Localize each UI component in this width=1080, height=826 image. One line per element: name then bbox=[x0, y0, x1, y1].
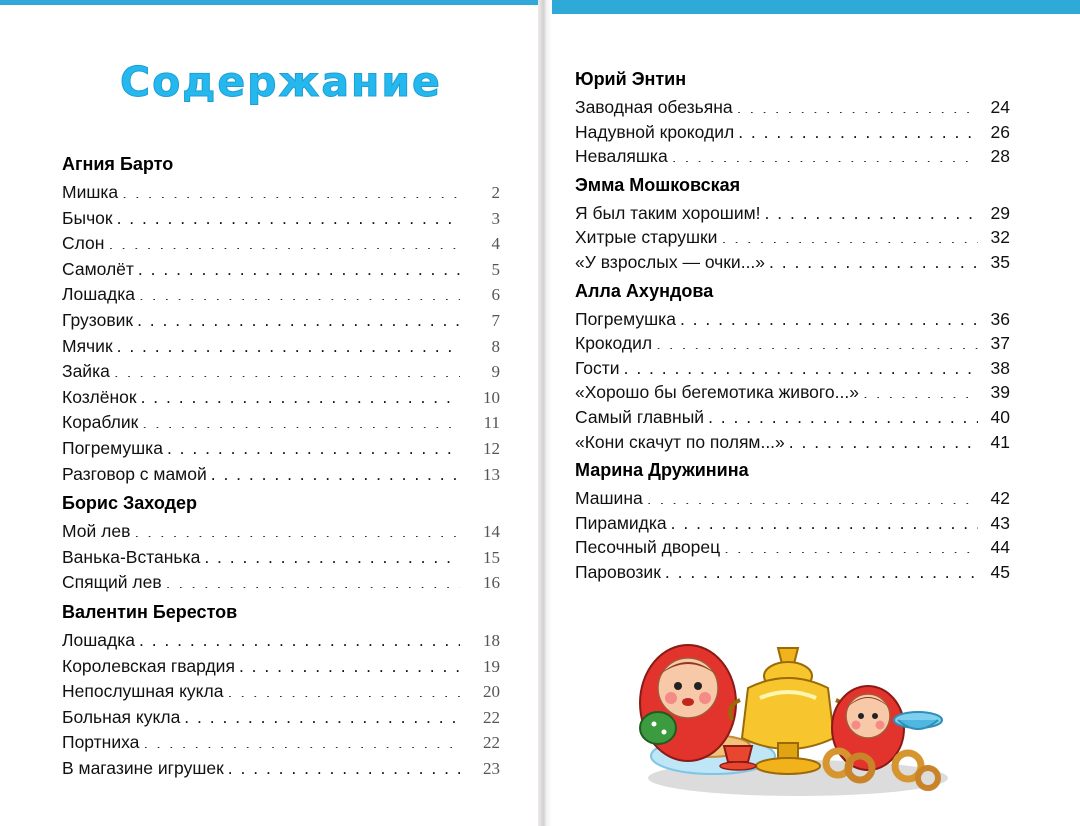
entry-page-number: 35 bbox=[990, 251, 1010, 272]
entry-page-number: 37 bbox=[990, 333, 1010, 354]
dot-leader bbox=[789, 430, 978, 448]
entry-page-number: 43 bbox=[990, 512, 1010, 533]
dot-leader bbox=[708, 405, 978, 423]
entry-title: Паровозик bbox=[575, 561, 661, 582]
entry-page-number: 44 bbox=[990, 537, 1010, 558]
entry-title: Лошадка bbox=[62, 629, 135, 650]
toc-entry bbox=[575, 560, 1010, 585]
dot-leader bbox=[769, 250, 978, 268]
entry-title: Самый главный bbox=[575, 406, 705, 427]
toc-entry bbox=[575, 535, 1010, 560]
entry-title: Самолёт bbox=[62, 258, 134, 279]
dot-leader bbox=[184, 705, 460, 723]
dot-leader bbox=[117, 334, 460, 352]
toc-entry bbox=[62, 410, 500, 436]
entry-title: Песочный дворец bbox=[575, 537, 721, 558]
toc-entry bbox=[575, 144, 1010, 169]
toc-entry bbox=[62, 545, 500, 571]
dot-leader bbox=[138, 257, 460, 275]
toc-entry bbox=[575, 356, 1010, 381]
dot-leader bbox=[122, 181, 460, 199]
entry-page-number: 5 bbox=[491, 259, 500, 279]
dot-leader bbox=[721, 226, 978, 244]
toc-entry bbox=[62, 628, 500, 654]
entry-title: Мишка bbox=[62, 182, 119, 202]
dot-leader bbox=[141, 385, 460, 403]
entry-title: Хитрые старушки bbox=[575, 227, 718, 248]
toc-entry bbox=[62, 308, 500, 334]
entry-title: Пирамидка bbox=[575, 512, 667, 533]
dot-leader bbox=[665, 560, 978, 578]
toc-entry bbox=[62, 679, 500, 705]
toc-entry bbox=[575, 511, 1010, 536]
page-title: Содержание bbox=[120, 58, 442, 106]
entry-page-number: 36 bbox=[990, 308, 1010, 329]
toc-entry bbox=[62, 282, 500, 308]
book-spine bbox=[538, 0, 552, 826]
toc-entry bbox=[575, 430, 1010, 455]
entry-page-number: 42 bbox=[990, 488, 1010, 509]
toc-entry bbox=[575, 250, 1010, 275]
entry-page-number: 15 bbox=[483, 547, 500, 567]
entry-page-number: 14 bbox=[483, 522, 500, 542]
dot-leader bbox=[167, 436, 460, 454]
entry-title: Грузовик bbox=[62, 309, 134, 330]
entry-title: Больная кукла bbox=[62, 706, 181, 727]
entry-page-number: 16 bbox=[483, 573, 500, 593]
entry-page-number: 39 bbox=[990, 382, 1010, 403]
dot-leader bbox=[656, 332, 978, 350]
entry-title: Лошадка bbox=[62, 284, 135, 305]
toc-entry bbox=[62, 570, 500, 596]
toc-right-column bbox=[575, 68, 1010, 585]
entry-page-number: 20 bbox=[483, 682, 500, 702]
entry-title: Погремушка bbox=[62, 437, 163, 458]
entry-page-number: 6 bbox=[491, 285, 500, 305]
entry-page-number: 22 bbox=[483, 707, 500, 727]
toc-entry bbox=[575, 95, 1010, 120]
dot-leader bbox=[139, 283, 460, 301]
entry-title: Мой лев bbox=[62, 521, 131, 542]
entry-title: Крокодил bbox=[575, 333, 653, 354]
entry-page-number: 3 bbox=[491, 208, 500, 228]
dot-leader bbox=[672, 145, 978, 163]
entry-title: Козлёнок bbox=[62, 386, 137, 407]
toc-entry bbox=[62, 257, 500, 283]
dot-leader bbox=[647, 487, 978, 505]
entry-title: Неваляшка bbox=[575, 146, 668, 167]
entry-title: «Хорошо бы бегемотика живого...» bbox=[575, 382, 859, 403]
toc-entry bbox=[62, 654, 500, 680]
entry-page-number: 13 bbox=[483, 464, 500, 484]
entry-page-number: 9 bbox=[491, 362, 500, 382]
entry-title: Непослушная кукла bbox=[62, 681, 224, 702]
entry-page-number: 18 bbox=[483, 630, 500, 650]
toc-entry bbox=[575, 486, 1010, 511]
toc-entry bbox=[575, 331, 1010, 356]
toc-left-column bbox=[62, 153, 500, 781]
dot-leader bbox=[765, 201, 978, 219]
toc-entry bbox=[62, 436, 500, 462]
toc-entry bbox=[62, 334, 500, 360]
entry-page-number: 23 bbox=[483, 758, 500, 778]
entry-title: Я был таким хорошим! bbox=[575, 202, 761, 223]
toc-entry bbox=[62, 462, 500, 488]
entry-page-number: 19 bbox=[483, 656, 500, 676]
toc-entry bbox=[62, 756, 500, 782]
toc-entry bbox=[62, 359, 500, 385]
entry-page-number: 12 bbox=[483, 438, 500, 458]
dot-leader bbox=[114, 360, 460, 378]
dot-leader bbox=[143, 731, 460, 749]
dot-leader bbox=[137, 308, 460, 326]
entry-page-number: 32 bbox=[990, 227, 1010, 248]
entry-page-number: 8 bbox=[491, 336, 500, 356]
left-page bbox=[62, 0, 500, 826]
dot-leader bbox=[228, 756, 460, 774]
entry-title: Мячик bbox=[62, 335, 113, 356]
toc-entry bbox=[62, 705, 500, 731]
dot-leader bbox=[139, 628, 460, 646]
dot-leader bbox=[680, 307, 978, 325]
entry-title: Гости bbox=[575, 357, 620, 378]
dot-leader bbox=[227, 680, 460, 698]
matryoshka-tea-party-illustration bbox=[628, 628, 950, 806]
toc-entry bbox=[62, 519, 500, 545]
entry-page-number: 40 bbox=[990, 406, 1010, 427]
entry-title: Погремушка bbox=[575, 308, 676, 329]
entry-title: Портниха bbox=[62, 732, 140, 753]
dot-leader bbox=[624, 356, 978, 374]
dot-leader bbox=[738, 120, 978, 138]
dot-leader bbox=[108, 232, 460, 250]
author-heading: Юрий Энтин bbox=[575, 69, 687, 89]
entry-title: Заводная обезьяна bbox=[575, 97, 733, 117]
entry-title: Разговор с мамой bbox=[62, 463, 207, 484]
toc-entry bbox=[62, 385, 500, 411]
entry-page-number: 41 bbox=[990, 431, 1010, 452]
toc-entry bbox=[575, 307, 1010, 332]
entry-page-number: 10 bbox=[483, 387, 500, 407]
author-heading: Борис Заходер bbox=[62, 493, 198, 514]
entry-title: Слон bbox=[62, 233, 105, 254]
dot-leader bbox=[737, 96, 978, 114]
dot-leader bbox=[117, 206, 460, 224]
author-heading: Эмма Мошковская bbox=[575, 174, 741, 195]
dot-leader bbox=[863, 381, 978, 399]
entry-page-number: 26 bbox=[990, 121, 1010, 142]
toc-entry bbox=[62, 180, 500, 206]
author-heading: Агния Барто bbox=[62, 154, 174, 174]
toc-entry bbox=[62, 231, 500, 257]
toc-entry bbox=[62, 730, 500, 756]
entry-title: В магазине игрушек bbox=[62, 757, 224, 778]
entry-title: Королевская гвардия bbox=[62, 655, 235, 676]
author-heading: Марина Дружинина bbox=[575, 460, 749, 481]
toc-entry bbox=[62, 206, 500, 232]
entry-page-number: 45 bbox=[990, 561, 1010, 582]
entry-page-number: 28 bbox=[990, 146, 1010, 167]
toc-entry bbox=[575, 405, 1010, 430]
dot-leader bbox=[671, 511, 978, 529]
author-heading: Валентин Берестов bbox=[62, 601, 238, 622]
entry-title: Бычок bbox=[62, 207, 113, 228]
dot-leader bbox=[724, 536, 978, 554]
entry-title: Надувной крокодил bbox=[575, 121, 735, 142]
toc-entry bbox=[575, 120, 1010, 145]
entry-title: Спящий лев bbox=[62, 572, 162, 593]
entry-page-number: 7 bbox=[491, 310, 500, 330]
entry-page-number: 38 bbox=[990, 357, 1010, 378]
entry-title: «У взрослых — очки...» bbox=[575, 251, 766, 272]
entry-page-number: 2 bbox=[491, 183, 500, 202]
dot-leader bbox=[239, 654, 460, 672]
dot-leader bbox=[211, 462, 460, 480]
entry-title: Ванька-Встанька bbox=[62, 546, 201, 567]
entry-page-number: 22 bbox=[483, 733, 500, 753]
entry-page-number: 11 bbox=[483, 413, 500, 433]
entry-title: «Кони скачут по полям...» bbox=[575, 431, 785, 452]
entry-page-number: 4 bbox=[491, 234, 500, 254]
toc-entry bbox=[575, 380, 1010, 405]
dot-leader bbox=[204, 545, 460, 563]
toc-entry bbox=[575, 225, 1010, 250]
toc-entry bbox=[575, 201, 1010, 226]
dot-leader bbox=[166, 571, 460, 589]
entry-page-number: 24 bbox=[990, 97, 1010, 117]
dot-leader bbox=[142, 411, 460, 429]
entry-page-number: 29 bbox=[990, 202, 1010, 223]
author-heading: Алла Ахундова bbox=[575, 280, 714, 301]
dot-leader bbox=[134, 520, 460, 538]
entry-title: Кораблик bbox=[62, 412, 139, 433]
entry-title: Машина bbox=[575, 488, 643, 509]
entry-title: Зайка bbox=[62, 361, 110, 382]
